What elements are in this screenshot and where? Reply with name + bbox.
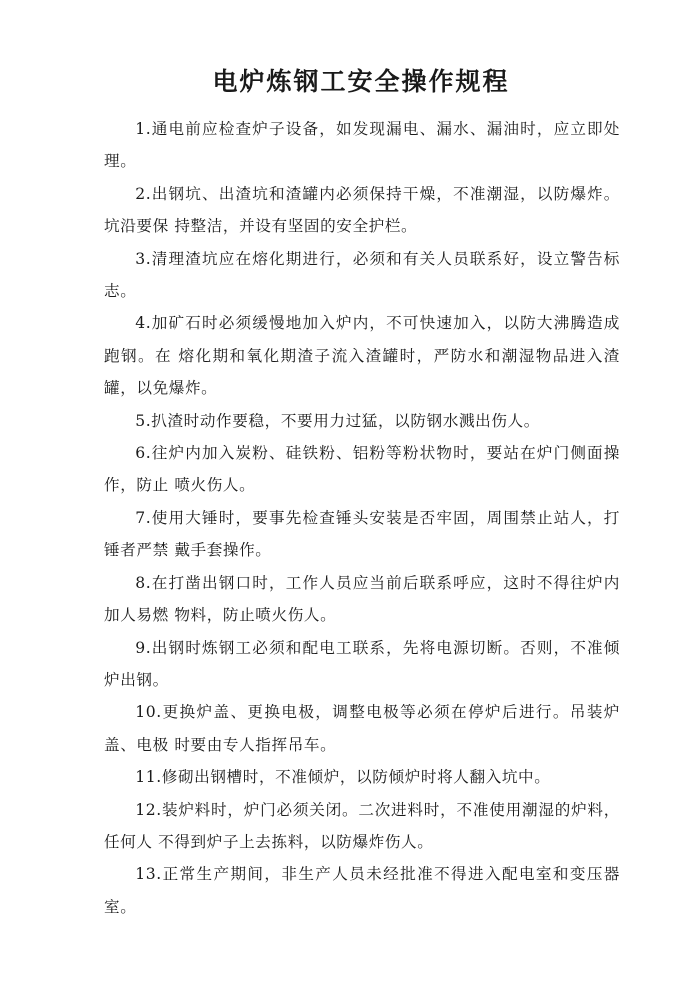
rule-item-11: 11.修砌出钢槽时，不准倾炉，以防倾炉时将人翻入坑中。	[135, 768, 551, 787]
rule-item-9: 9.出钢时炼钢工必须和配电工联系，先将电源切断。否则，不准倾炉出钢。	[104, 638, 620, 689]
rule-item-12: 12.装炉料时，炉门必须关闭。二次进料时，不准使用潮湿的炉料，任何人 不得到炉子上去拣料，以防爆炸伤人。	[104, 800, 620, 851]
rule-item-13: 13.正常生产期间，非生产人员未经批准不得进入配电室和变压器室。	[104, 865, 620, 916]
rule-item-3: 3.清理渣坑应在熔化期进行，必须和有关人员联系好，设立警告标志。	[104, 249, 620, 301]
rule-item-7: 7.使用大锤时，要事先检查锤头安装是否牢固，周围禁止站人，打锤者严禁 戴手套操作。	[104, 508, 620, 560]
rule-item-2: 2.出钢坑、出渣坑和渣罐内必须保持干燥，不准潮湿，以防爆炸。坑沿要保 持整洁，并设有坚固的安全护栏。	[104, 184, 620, 236]
rule-item-5: 5.扒渣时动作要稳，不要用力过猛，以防钢水溅出伤人。	[135, 411, 540, 430]
rule-item-6: 6.往炉内加入炭粉、硅铁粉、铝粉等粉状物时，要站在炉门侧面操作，防止 喷火伤人。	[104, 444, 620, 495]
document-title: 电炉炼钢工安全操作规程	[212, 67, 510, 96]
document-body	[104, 113, 620, 923]
rule-item-4: 4.加矿石时必须缓慢地加入炉内，不可快速加入，以防大沸腾造成跑钢。在 熔化期和氧化期渣子流入渣罐时，严防水和潮湿物品进入渣罐，以免爆炸。	[104, 314, 620, 398]
rule-item-1: 1.通电前应检查炉子设备，如发现漏电、漏水、漏油时，应立即处理。	[104, 120, 620, 171]
rule-item-8: 8.在打凿出钢口时，工作人员应当前后联系呼应，这时不得往炉内加人易燃 物料，防止喷火伤人。	[104, 573, 620, 625]
rule-item-10: 10.更换炉盖、更换电极，调整电极等必须在停炉后进行。吊装炉盖、电极 时要由专人指挥吊车。	[104, 703, 620, 754]
